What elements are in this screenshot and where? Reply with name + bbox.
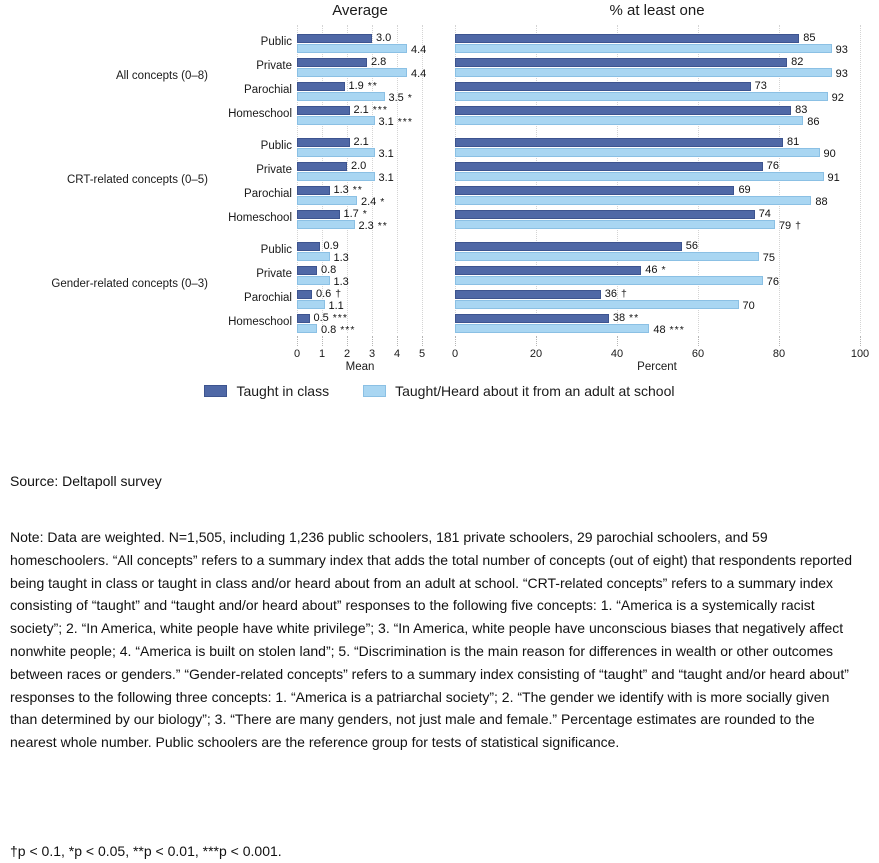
bar-value-label: 1.3 **: [333, 184, 363, 196]
category-label: Parochial: [244, 188, 292, 200]
bar-heard-from-adult: [297, 148, 375, 157]
bar-value-label: 73: [754, 80, 767, 92]
bar-heard-from-adult: [455, 116, 803, 125]
axis-tick: [297, 336, 298, 346]
group-label: CRT-related concepts (0–5): [66, 174, 208, 186]
bar-heard-from-adult: [455, 44, 832, 53]
axis-tick: [617, 336, 618, 346]
bar-value-label: 1.1: [328, 300, 344, 312]
bar-value-label: 1.3: [333, 252, 349, 264]
bar-taught-in-class: [455, 138, 783, 147]
bar-value-label: 86: [807, 116, 820, 128]
panel-title-pct-at-least-one: % at least one: [609, 2, 705, 19]
category-label: Parochial: [244, 292, 292, 304]
bar-value-label: 91: [827, 172, 840, 184]
bar-heard-from-adult: [297, 220, 355, 229]
bar-heard-from-adult: [455, 148, 820, 157]
bar-heard-from-adult: [455, 172, 824, 181]
bar-taught-in-class: [297, 138, 350, 147]
axis-tick-label: 5: [418, 348, 426, 360]
axis-tick-label: 3: [368, 348, 376, 360]
significance-key: †p < 0.1, *p < 0.05, **p < 0.01, ***p < 0.001.: [10, 843, 282, 859]
axis-tick: [372, 336, 373, 346]
significance-marker: **: [363, 80, 378, 92]
bar-taught-in-class: [297, 34, 372, 43]
bar-heard-from-adult: [297, 196, 357, 205]
axis-tick: [779, 336, 780, 346]
bar-heard-from-adult: [455, 324, 649, 333]
bar-value-label: 0.9: [323, 240, 339, 252]
axis-tick-label: 0: [451, 348, 459, 360]
group-label: Gender-related concepts (0–3): [51, 278, 208, 290]
axis-tick: [455, 336, 456, 346]
dual-panel-bar-chart: [0, 0, 879, 425]
significance-marker: ***: [368, 104, 388, 116]
bar-taught-in-class: [297, 106, 350, 115]
legend-swatch-dark-blue-icon: [204, 385, 227, 397]
bar-value-label: 56: [685, 240, 699, 252]
bar-value-label: 4.4: [411, 44, 427, 56]
bar-taught-in-class: [297, 290, 312, 299]
bar-value-label: 3.1: [378, 148, 394, 160]
legend-item-taught-in-class: [204, 383, 329, 399]
bar-heard-from-adult: [297, 116, 375, 125]
bar-value-label: 88: [815, 196, 828, 208]
bar-taught-in-class: [455, 162, 763, 171]
bar-taught-in-class: [455, 186, 734, 195]
group-label: All concepts (0–8): [115, 70, 208, 82]
legend-label: Taught in class: [236, 383, 330, 399]
bar-heard-from-adult: [297, 68, 407, 77]
axis-tick-label: 100: [850, 348, 870, 360]
significance-marker: **: [348, 184, 363, 196]
bar-heard-from-adult: [297, 300, 325, 309]
category-label: Private: [256, 268, 292, 280]
bar-taught-in-class: [297, 58, 367, 67]
bar-value-label: 81: [787, 136, 800, 148]
bar-value-label: 69: [738, 184, 751, 196]
significance-marker: *: [403, 92, 413, 104]
bar-taught-in-class: [297, 162, 347, 171]
axis-tick: [422, 336, 423, 346]
bar-value-label: 0.5 ***: [313, 312, 348, 324]
significance-marker: ***: [665, 324, 685, 336]
axis-tick: [698, 336, 699, 346]
category-label: Public: [260, 36, 292, 48]
legend-label: Taught/Heard about it from an adult at school: [395, 383, 675, 399]
bar-value-label: 1.7 *: [343, 208, 368, 220]
bar-value-label: 3.0: [376, 32, 392, 44]
category-label: Homeschool: [228, 316, 292, 328]
bar-taught-in-class: [455, 314, 609, 323]
bar-value-label: 38 **: [612, 312, 640, 324]
category-label: Homeschool: [228, 108, 292, 120]
axis-tick-label: 1: [318, 348, 326, 360]
bar-heard-from-adult: [455, 300, 739, 309]
bar-value-label: 46 *: [645, 264, 667, 276]
bar-taught-in-class: [297, 314, 310, 323]
bar-taught-in-class: [455, 242, 682, 251]
category-label: Public: [260, 140, 292, 152]
bar-heard-from-adult: [455, 276, 763, 285]
bar-taught-in-class: [455, 290, 601, 299]
bar-value-label: 76: [766, 276, 780, 288]
bar-value-label: 82: [791, 56, 804, 68]
axis-tick-label: 20: [529, 348, 543, 360]
bar-value-label: 2.4 *: [361, 196, 386, 208]
axis-tick-label: 60: [691, 348, 705, 360]
axis-tick-label: 0: [293, 348, 301, 360]
category-label: Homeschool: [228, 212, 292, 224]
bar-heard-from-adult: [297, 252, 330, 261]
bar-value-label: 93: [835, 44, 848, 56]
significance-marker: †: [617, 288, 628, 300]
bar-value-label: 2.1: [353, 136, 369, 148]
bar-heard-from-adult: [455, 92, 828, 101]
bar-taught-in-class: [455, 34, 799, 43]
axis-tick-label: 4: [393, 348, 401, 360]
axis-tick-label: 40: [610, 348, 624, 360]
bar-value-label: 0.8 ***: [321, 324, 356, 336]
gridline: [860, 25, 861, 333]
bar-value-label: 2.8: [371, 56, 387, 68]
bar-value-label: 3.1: [378, 172, 394, 184]
bar-heard-from-adult: [297, 44, 407, 53]
bar-value-label: 70: [742, 300, 755, 312]
axis-tick: [347, 336, 348, 346]
source-note: Source: Deltapoll survey: [10, 473, 162, 489]
bar-value-label: 3.1 ***: [378, 116, 413, 128]
axis-tick: [860, 336, 861, 346]
axis-tick-label: 80: [772, 348, 786, 360]
category-label: Public: [260, 244, 292, 256]
significance-marker: ***: [393, 116, 413, 128]
bar-heard-from-adult: [297, 92, 385, 101]
bar-taught-in-class: [455, 266, 641, 275]
bar-value-label: 74: [758, 208, 771, 220]
bar-value-label: 2.0: [351, 160, 367, 172]
bar-heard-from-adult: [455, 196, 811, 205]
significance-marker: *: [358, 208, 368, 220]
axis-tick: [397, 336, 398, 346]
category-label: Private: [256, 60, 292, 72]
bar-value-label: 83: [795, 104, 808, 116]
bar-taught-in-class: [297, 266, 317, 275]
bar-value-label: 0.8: [321, 264, 337, 276]
axis-tick: [536, 336, 537, 346]
bar-value-label: 1.9 **: [348, 80, 378, 92]
significance-marker: **: [625, 312, 640, 324]
bar-taught-in-class: [455, 82, 751, 91]
bar-value-label: 36 †: [604, 288, 628, 300]
axis-tick: [322, 336, 323, 346]
methods-note: Note: Data are weighted. N=1,505, including 1,236 public schoolers, 181 private schoolers, 29 parochial schoolers, and 59 homeschoolers. “All concepts” refers to a summary index that adds the total number of concepts (out of eight) that respondents reported being taught in class or taught in class and/or heard about from an adult at school. “CRT-related concepts” refers to a summary index consisting of “taught” and “taught and/or heard about” responses to the following five concepts: 1. “America is a systemically racist society”; 2. “In America, white people have white privilege”; 3. “In America, white people have unconscious biases that negatively affect nonwhite people; 4. “America is built on stolen land”; 5. “Discrimination is the main reason for differences in wealth or other outcomes between races or genders.” “Gender-related concepts” refers to a summary index consisting of “taught” and “taught and/or heard about” responses to the following three concepts: 1. “America is a patriarchal society”; 2. “The gender we identify with is more socially given than determined by our biology”; 3. “There are many genders, not just male and female.” Percentage estimates are rounded to the nearest whole number. Public schoolers are the reference group for tests of statistical significance.: [10, 529, 852, 751]
significance-marker: ***: [328, 312, 348, 324]
axis-label-percent: Percent: [637, 361, 677, 373]
category-label: Parochial: [244, 84, 292, 96]
significance-marker: *: [657, 264, 667, 276]
axis-label-mean: Mean: [345, 361, 375, 373]
panel-title-average: Average: [332, 2, 388, 19]
bar-value-label: 92: [831, 92, 844, 104]
bar-value-label: 2.3 **: [358, 220, 388, 232]
bar-taught-in-class: [455, 58, 787, 67]
bar-taught-in-class: [297, 82, 345, 91]
significance-marker: ***: [336, 324, 356, 336]
bar-value-label: 3.5 *: [388, 92, 413, 104]
significance-marker: *: [376, 196, 386, 208]
bar-heard-from-adult: [297, 276, 330, 285]
bar-heard-from-adult: [455, 68, 832, 77]
bar-heard-from-adult: [297, 324, 317, 333]
bar-value-label: 85: [803, 32, 816, 44]
bar-heard-from-adult: [455, 252, 759, 261]
bar-heard-from-adult: [297, 172, 375, 181]
bar-value-label: 79 †: [778, 220, 802, 232]
chart-legend: [0, 383, 879, 399]
bar-taught-in-class: [297, 242, 320, 251]
bar-taught-in-class: [455, 106, 791, 115]
bar-value-label: 75: [762, 252, 775, 264]
bar-value-label: 4.4: [411, 68, 427, 80]
bar-heard-from-adult: [455, 220, 775, 229]
bar-value-label: 0.6 †: [316, 288, 343, 300]
bar-value-label: 48 ***: [653, 324, 685, 336]
bar-taught-in-class: [455, 210, 755, 219]
bar-value-label: 90: [823, 148, 836, 160]
legend-swatch-light-blue-icon: [363, 385, 386, 397]
bar-value-label: 93: [835, 68, 848, 80]
category-label: Private: [256, 164, 292, 176]
significance-marker: **: [373, 220, 388, 232]
bar-taught-in-class: [297, 186, 330, 195]
bar-value-label: 1.3: [333, 276, 349, 288]
bar-value-label: 2.1 ***: [353, 104, 388, 116]
axis-tick-label: 2: [343, 348, 351, 360]
significance-marker: †: [331, 288, 343, 300]
significance-marker: †: [791, 220, 802, 232]
bar-taught-in-class: [297, 210, 340, 219]
bar-value-label: 76: [766, 160, 780, 172]
legend-item-heard-from-adult: [363, 383, 674, 399]
